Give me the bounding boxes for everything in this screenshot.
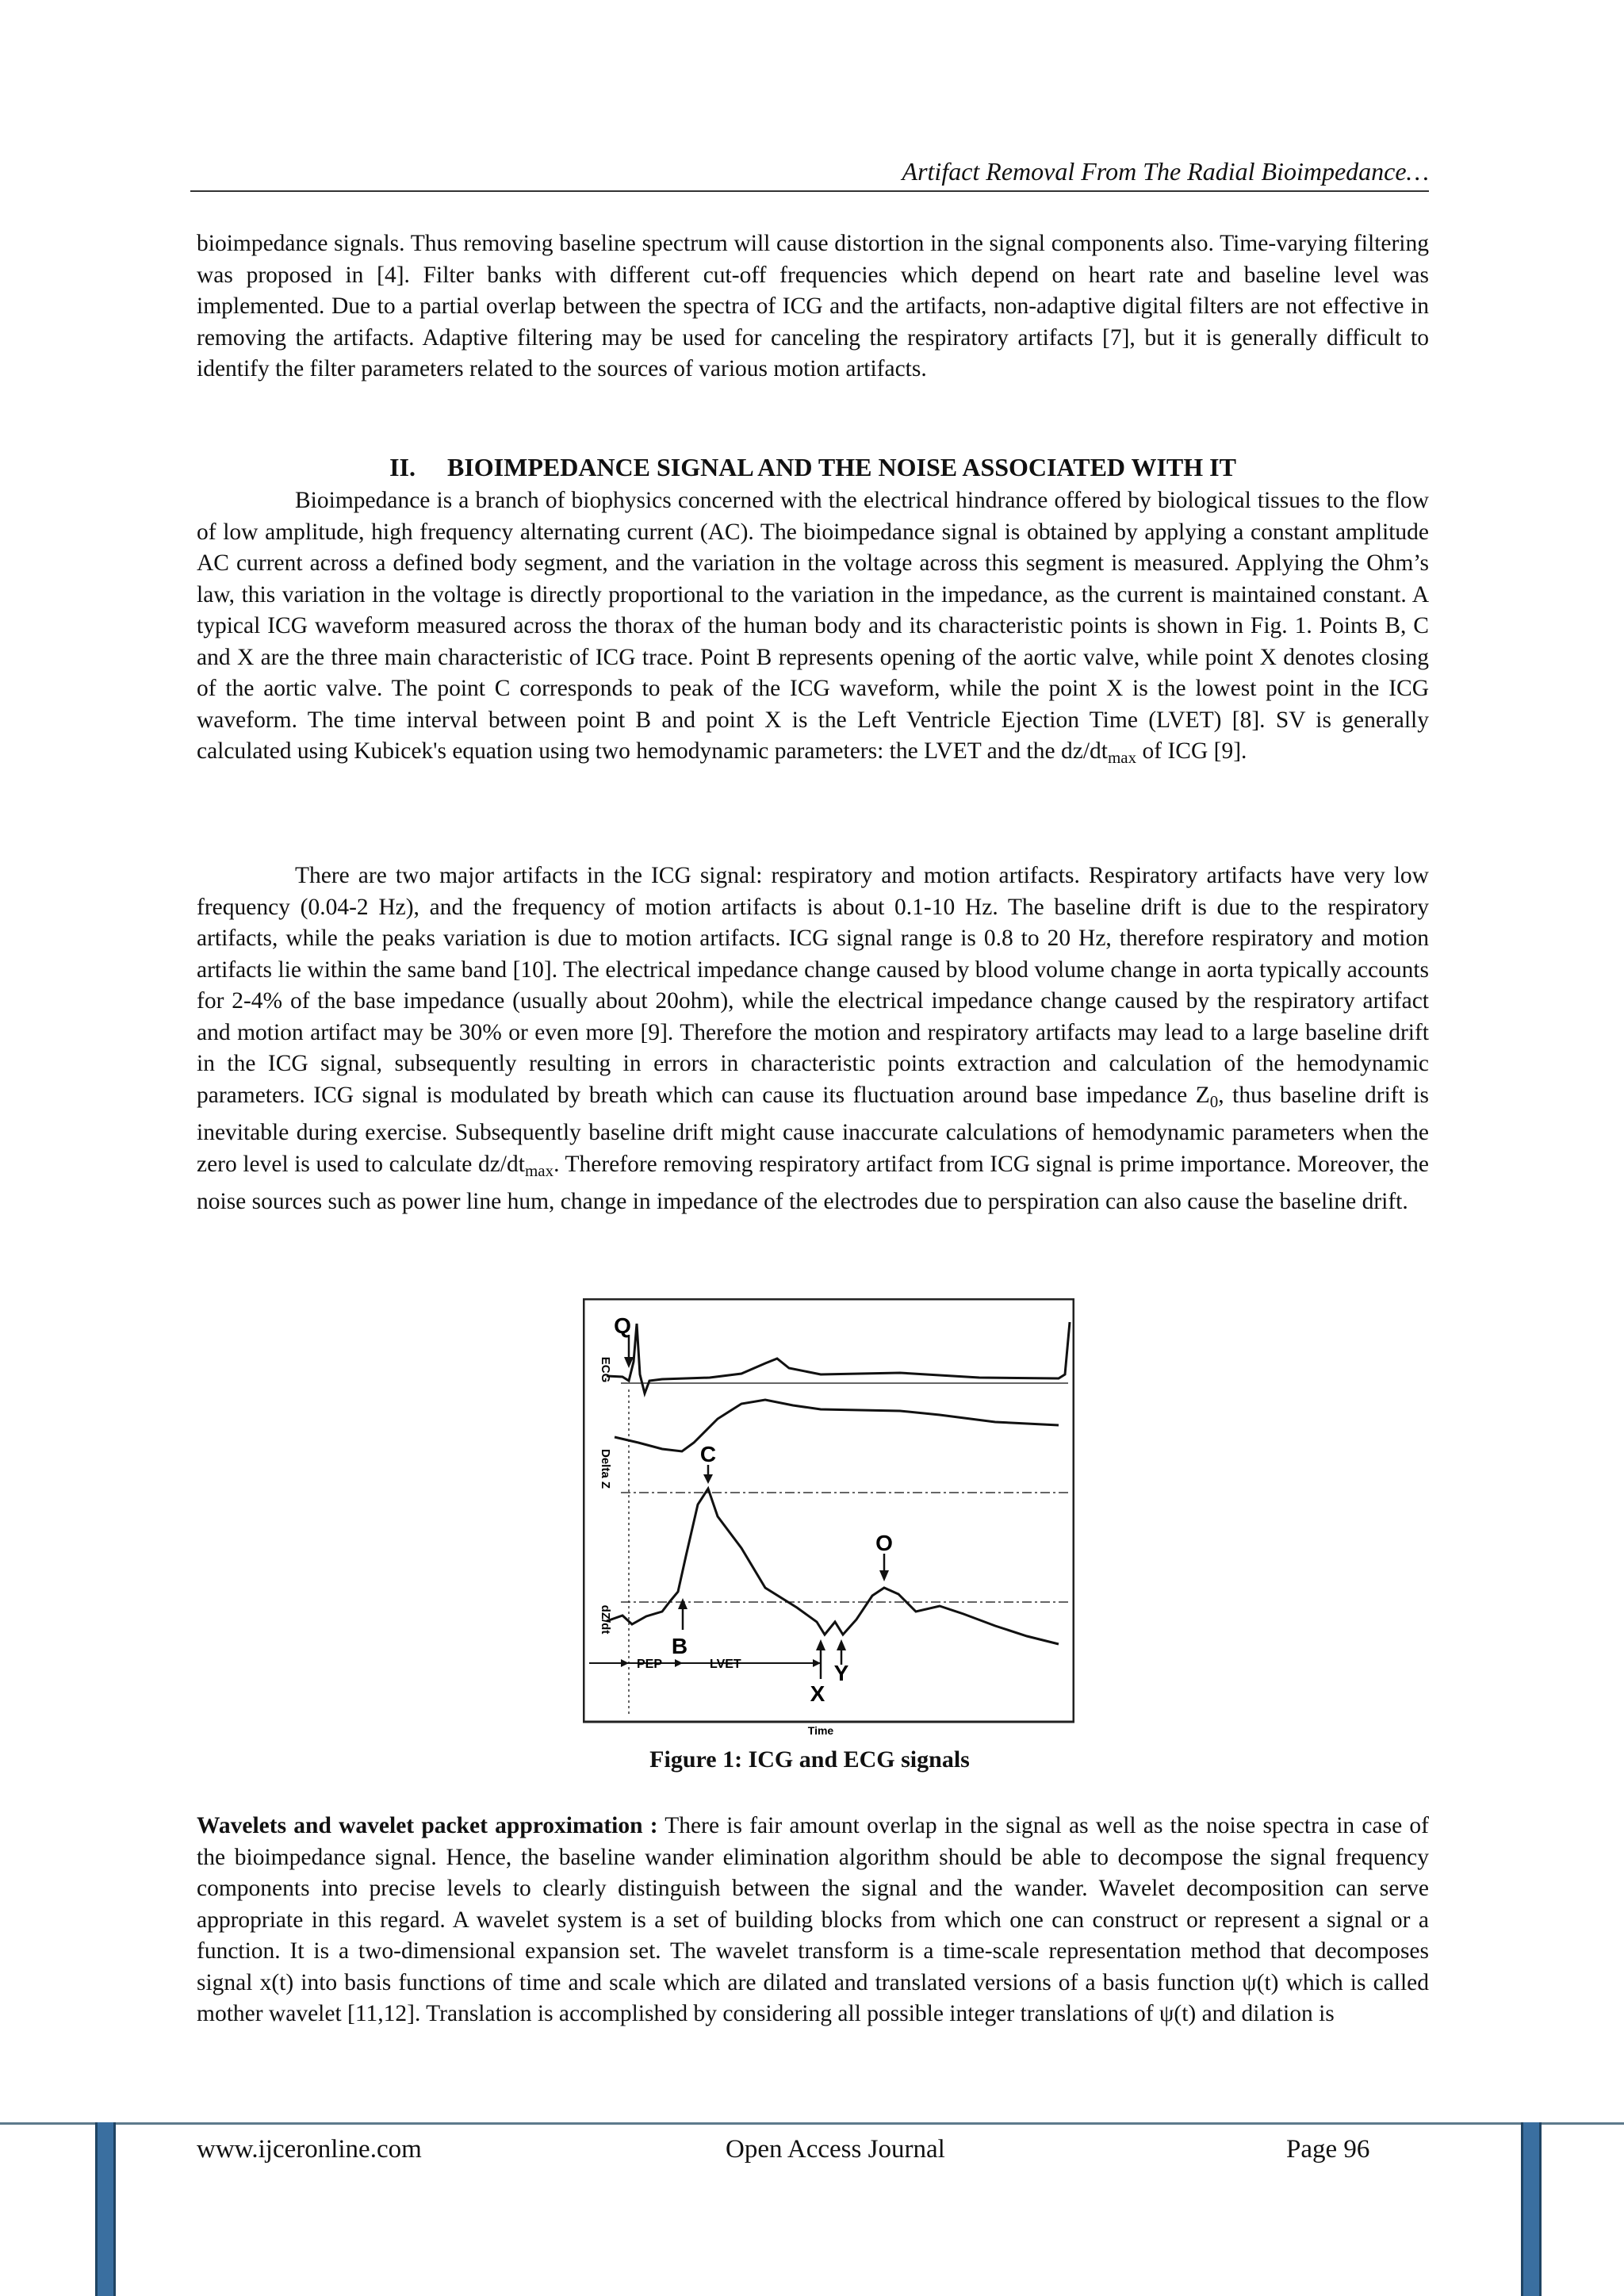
section-number: II.	[389, 453, 416, 481]
label-pep: PEP	[637, 1658, 663, 1671]
paragraph-intro-continued: bioimpedance signals. Thus removing baseline spectrum will cause distortion in the signal components also. Time-varying filtering was proposed in [4]. Filter banks with different cut-off frequencies which depend on heart rate and baseline level was implemented. Due to a partial overlap between the spectra of ICG and the artifacts, non-adaptive digital filters are not effective in removing the artifacts. Adaptive filtering may be used for canceling the respiratory artifacts [7], but it is generally difficult to identify the filter parameters related to the sources of various motion artifacts.	[197, 231, 1429, 381]
subscript-zero: 0	[1209, 1091, 1219, 1111]
label-o: O	[875, 1531, 893, 1555]
label-q: Q	[614, 1313, 631, 1338]
paragraph-artifacts-c: . Therefore removing respiratory artifact from ICG signal is prime importance. Moreover, the noise sources such as power line hum, change in impedance of the electrodes due to perspiration can also cause the baseline drift.	[197, 1151, 1429, 1214]
label-c: C	[699, 1442, 717, 1466]
figure-caption: Figure 1: ICG and ECG signals	[649, 1746, 970, 1773]
footer-right-bar	[1521, 2122, 1542, 2296]
xlabel-time: Time	[807, 1724, 834, 1737]
ylabel-delta-z: Delta Z	[599, 1448, 612, 1489]
paragraph-bioimpedance-text: Bioimpedance is a branch of biophysics concerned with the electrical hindrance offered by biological tissues to the flow of low amplitude, high frequency alternating current (AC). The bioimpedance signal is obtained by applying a constant amplitude AC current across a defined body segment, and the variation in the voltage across this segment is measured. Applying the Ohm’s law, this variation in the voltage is directly proportional to the variation in the impedance, as the current is maintained constant. A typical ICG waveform measured across the thorax of the human body and its characteristic points is shown in Fig. 1. Points B, C and X are the three main characteristic of ICG trace. Point B represents opening of the aortic valve, while point X denotes closing of the aortic valve. The point C corresponds to peak of the ICG waveform, while the point X is the lowest point in the ICG waveform. The time interval between point B and point X is the Left Ventricle Ejection Time (LVET) [8]. SV is generally calculated using Kubicek's equation using two hemodynamic parameters: the LVET and the dz/dt	[197, 488, 1429, 764]
paragraph-artifacts-a: There are two major artifacts in the ICG signal: respiratory and motion artifacts. Respiratory artifacts have very low frequency (0.04-2 Hz), and the frequency of motion artifacts is about 0.1-10 Hz. The baseline drift is due to the respiratory artifacts, while the peaks variation is due to motion artifacts. ICG signal range is 0.8 to 20 Hz, therefore respiratory and motion artifacts lie within the same band [10]. The electrical impedance change caused by blood volume change in aorta typically accounts for 2-4% of the base impedance (usually about 20ohm), while the electrical impedance change caused by the respiratory artifact and motion artifact may be 30% or even more [9]. Therefore the motion and respiratory artifacts may lead to a large baseline drift in the ICG signal, subsequently resulting in errors in characteristic points extraction and calculation of the hemodynamic parameters. ICG signal is modulated by breath which can cause its fluctuation around base impedance Z	[197, 863, 1429, 1108]
paragraph-wavelets-lead: Wavelets and wavelet packet approximation :	[197, 1813, 658, 1838]
footer-website-link[interactable]: www.ijceronline.com	[197, 2135, 422, 2164]
paragraph-artifacts	[197, 861, 1429, 1218]
label-x: X	[810, 1681, 825, 1706]
subscript-max: max	[1107, 748, 1137, 767]
ylabel-dzdt: dZ/dt	[599, 1604, 612, 1635]
label-lvet: LVET	[710, 1658, 741, 1671]
section-title: BIOIMPEDANCE SIGNAL AND THE NOISE ASSOCIATED WITH IT	[446, 453, 1236, 481]
footer-page-number: Page 96	[1286, 2135, 1370, 2164]
label-y: Y	[833, 1661, 849, 1685]
footer-journal: Open Access Journal	[726, 2135, 945, 2164]
figure-icg-ecg	[583, 1298, 1074, 1737]
icg-ecg-diagram	[583, 1298, 1074, 1737]
paragraph-artifacts-b: , thus baseline drift is inevitable during exercise. Subsequently baseline drift might cause inaccurate calculations of hemodynamic parameters when the zero level is used to calculate dz/dt	[197, 1082, 1430, 1177]
ylabel-ecg: ECG	[599, 1356, 612, 1383]
running-header-title: Artifact Removal From The Radial Bioimpedance…	[902, 157, 1429, 186]
footer-rule	[0, 2122, 1624, 2125]
label-b: B	[671, 1634, 688, 1658]
subscript-max-2: max	[524, 1160, 554, 1180]
paragraph-wavelets	[197, 1811, 1429, 2030]
paragraph-bioimpedance	[197, 485, 1429, 774]
section-heading	[197, 450, 1429, 485]
header-rule	[190, 190, 1429, 192]
paragraph-wavelets-body: There is fair amount overlap in the signal as well as the noise spectra in case of the bioimpedance signal. Hence, the baseline wander elimination algorithm should be able to decompose the signal frequency components into precise levels to clearly distinguish between the signal and the wander. Wavelet decomposition can serve appropriate in this regard. A wavelet system is a set of building blocks from which one can construct or represent a signal or a function. It is a two-dimensional expansion set. The wavelet transform is a time-scale representation method that decomposes signal x(t) into basis functions of time and scale which are dilated and translated versions of a basis function ψ(t) which is called mother wavelet [11,12]. Translation is accomplished by considering all possible integer translations of ψ(t) and dilation is	[197, 1813, 1429, 2026]
paragraph-bioimpedance-end: of ICG [9].	[1136, 738, 1247, 764]
footer-left-bar	[95, 2122, 116, 2296]
